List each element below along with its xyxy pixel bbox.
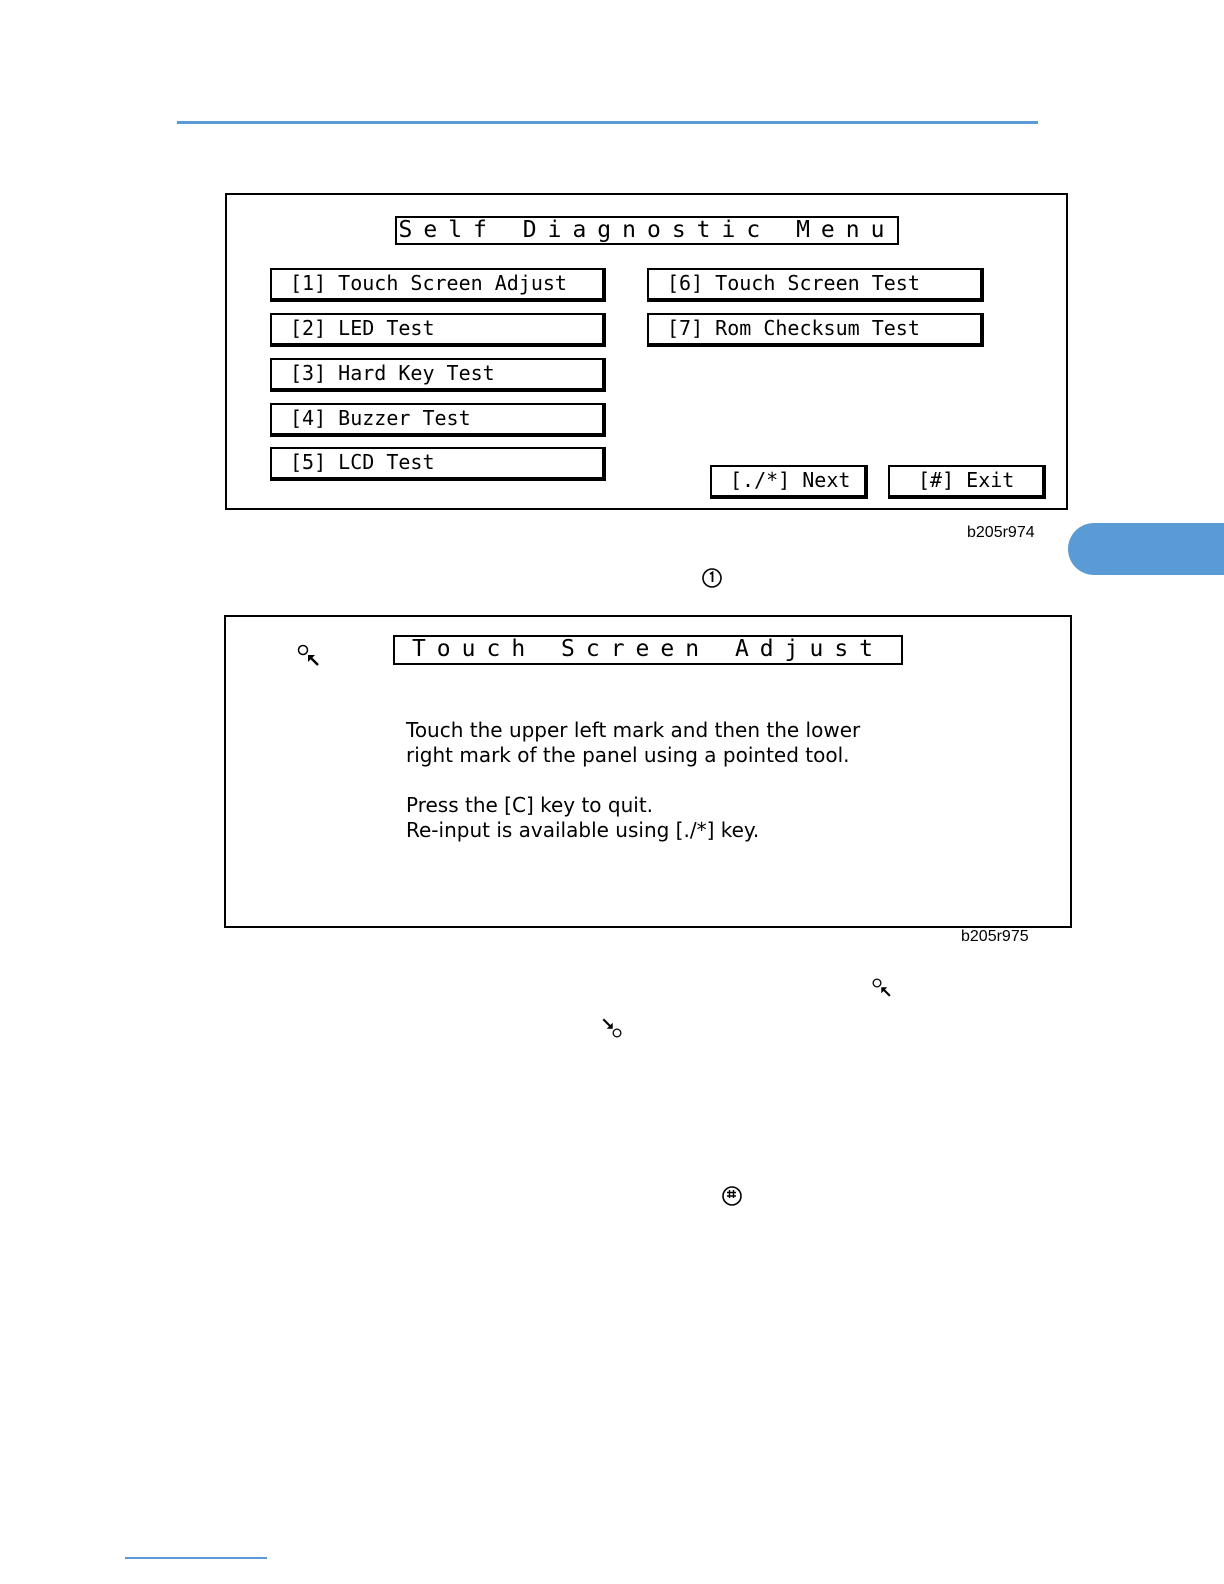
exit-button[interactable]: [#] Exit [888, 465, 1046, 499]
touch-screen-adjust-panel [224, 615, 1072, 928]
lower-right-mark-icon [599, 1015, 623, 1039]
upper-left-mark-icon [871, 977, 895, 1001]
key-1-icon [701, 567, 723, 589]
buzzer-test-button[interactable]: [4] Buzzer Test [270, 403, 606, 437]
hard-key-test-button[interactable]: [3] Hard Key Test [270, 358, 606, 392]
figure-id-b205r974: b205r974 [967, 524, 1035, 541]
instruction-line: Re-input is available using [./*] key. [406, 818, 760, 842]
led-test-button[interactable]: [2] LED Test [270, 313, 606, 347]
instruction-line: Press the [C] key to quit. [406, 793, 654, 817]
key-hash-icon [721, 1185, 743, 1207]
figure-id-b205r975: b205r975 [961, 928, 1029, 945]
instruction-line: right mark of the panel using a pointed tool. [406, 743, 850, 767]
instruction-line: Touch the upper left mark and then the lower [406, 718, 861, 742]
footer-rule [125, 1557, 267, 1559]
touch-screen-test-button[interactable]: [6] Touch Screen Test [647, 268, 984, 302]
instructions [406, 718, 860, 843]
self-diagnostic-menu-panel [225, 193, 1068, 510]
touch-screen-adjust-title: Touch Screen Adjust [393, 635, 903, 665]
chapter-tab [1068, 523, 1224, 575]
lcd-test-button[interactable]: [5] LCD Test [270, 447, 606, 481]
upper-left-mark-icon[interactable] [296, 643, 324, 671]
self-diagnostic-menu-title: Self Diagnostic Menu [395, 216, 899, 245]
rom-checksum-test-button[interactable]: [7] Rom Checksum Test [647, 313, 984, 347]
touch-screen-adjust-button[interactable]: [1] Touch Screen Adjust [270, 268, 606, 302]
next-button[interactable]: [./*] Next [710, 465, 868, 499]
header-rule [177, 121, 1038, 124]
